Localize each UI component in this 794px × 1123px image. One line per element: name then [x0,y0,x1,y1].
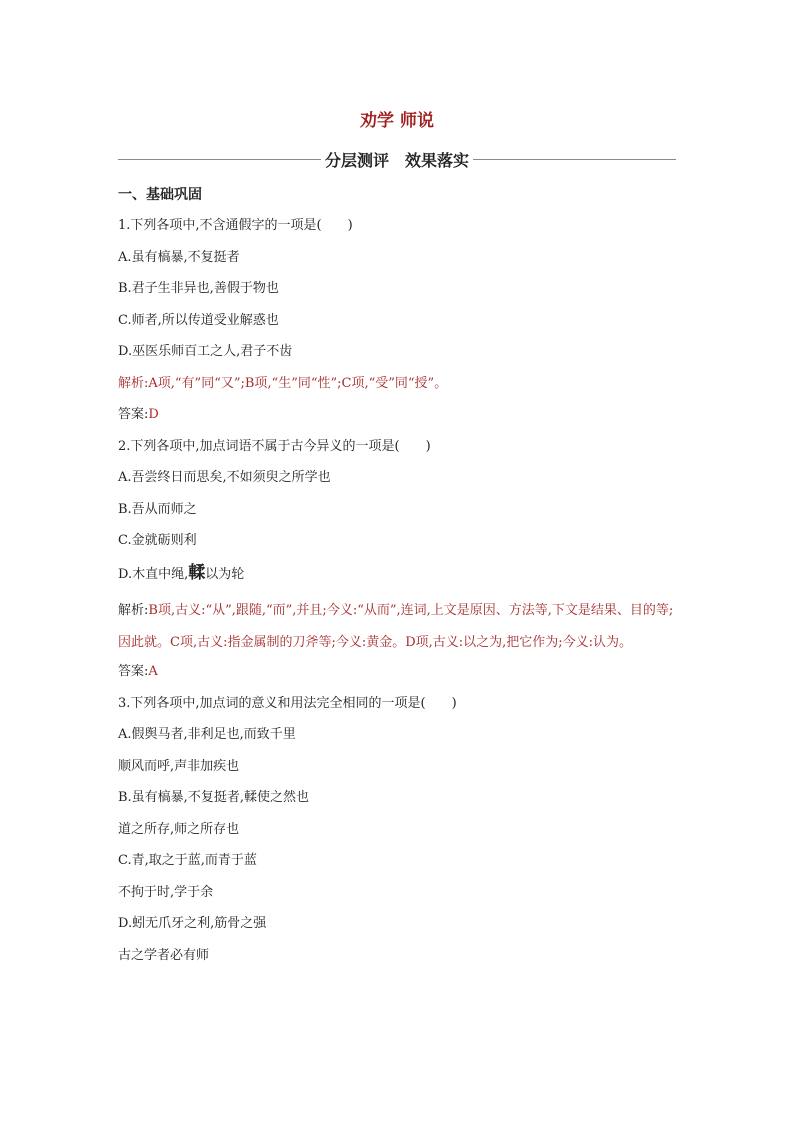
option-d-large-char: 輮 [188,562,206,583]
question-3-line: B.虽有槁暴,不复挺者,輮使之然也 [118,790,309,805]
question-3-stem: 3.下列各项中,加点词的意义和用法完全相同的一项是( ) [118,695,457,711]
question-1-option-d: D.巫医乐师百工之人,君子不齿 [118,344,293,359]
question-3-line: 不拘于时,学于余 [118,884,214,900]
question-1-answer [118,404,678,426]
option-d-suffix: 以为轮 [205,566,245,582]
explanation-label: 解析: [118,375,149,391]
explanation-text: B项,古义:“从”,跟随,“而”,并且;今义:“从而”,连词,上文是原因、方法等,下文是结果、目的等;因此就。C项,古义:指金属制的刀斧等;今义:黄金。D项,古义:以之为,把它作为;今义:认为。 [118,603,674,650]
question-2-option-b: B.吾从而师之 [118,501,197,517]
question-2-option-a: A.吾尝终日而思矣,不如须臾之所学也 [118,470,331,485]
question-2-option-d [118,562,678,586]
question-1-option-a: A.虽有槁暴,不复挺者 [118,249,240,265]
option-d-prefix: D.木直中绳, [118,566,189,582]
question-3-line: C.青,取之于蓝,而青于蓝 [118,853,257,868]
subtitle-banner [118,148,676,170]
question-1-stem: 1.下列各项中,不含通假字的一项是( ) [118,218,353,233]
question-3-line: 顺风而呼,声非加疾也 [118,758,240,774]
answer-value: A [148,664,158,679]
question-3-line: 道之所存,师之所存也 [118,821,240,837]
answer-label: 答案: [118,664,149,679]
question-content [118,184,678,976]
question-2-option-c: C.金就砺则利 [118,533,197,548]
question-2-explanation [118,595,678,658]
section-subtitle: 分层测评 效果落实 [325,150,470,170]
question-2-answer [118,661,678,683]
right-divider [473,159,676,160]
left-divider [118,159,321,160]
page-title: 劝学 师说 [360,111,434,131]
question-1-option-c: C.师者,所以传道受业解惑也 [118,312,279,328]
explanation-label: 解析: [118,603,149,618]
question-3-line: D.蚓无爪牙之利,筋骨之强 [118,916,267,931]
explanation-text: A项,“有”同“又”;B项,“生”同“性”;C项,“受”同“授”。 [148,375,448,391]
question-1-option-b: B.君子生非异也,善假于物也 [118,281,279,296]
question-2-stem: 2.下列各项中,加点词语不属于古今异义的一项是( ) [118,438,431,454]
answer-value: D [148,407,159,422]
answer-label: 答案: [118,407,149,422]
question-1-explanation [118,373,678,395]
question-3-line: A.假舆马者,非利足也,而致千里 [118,727,296,742]
question-3-line: 古之学者必有师 [118,947,210,963]
section-heading: 一、基础巩固 [118,187,202,203]
